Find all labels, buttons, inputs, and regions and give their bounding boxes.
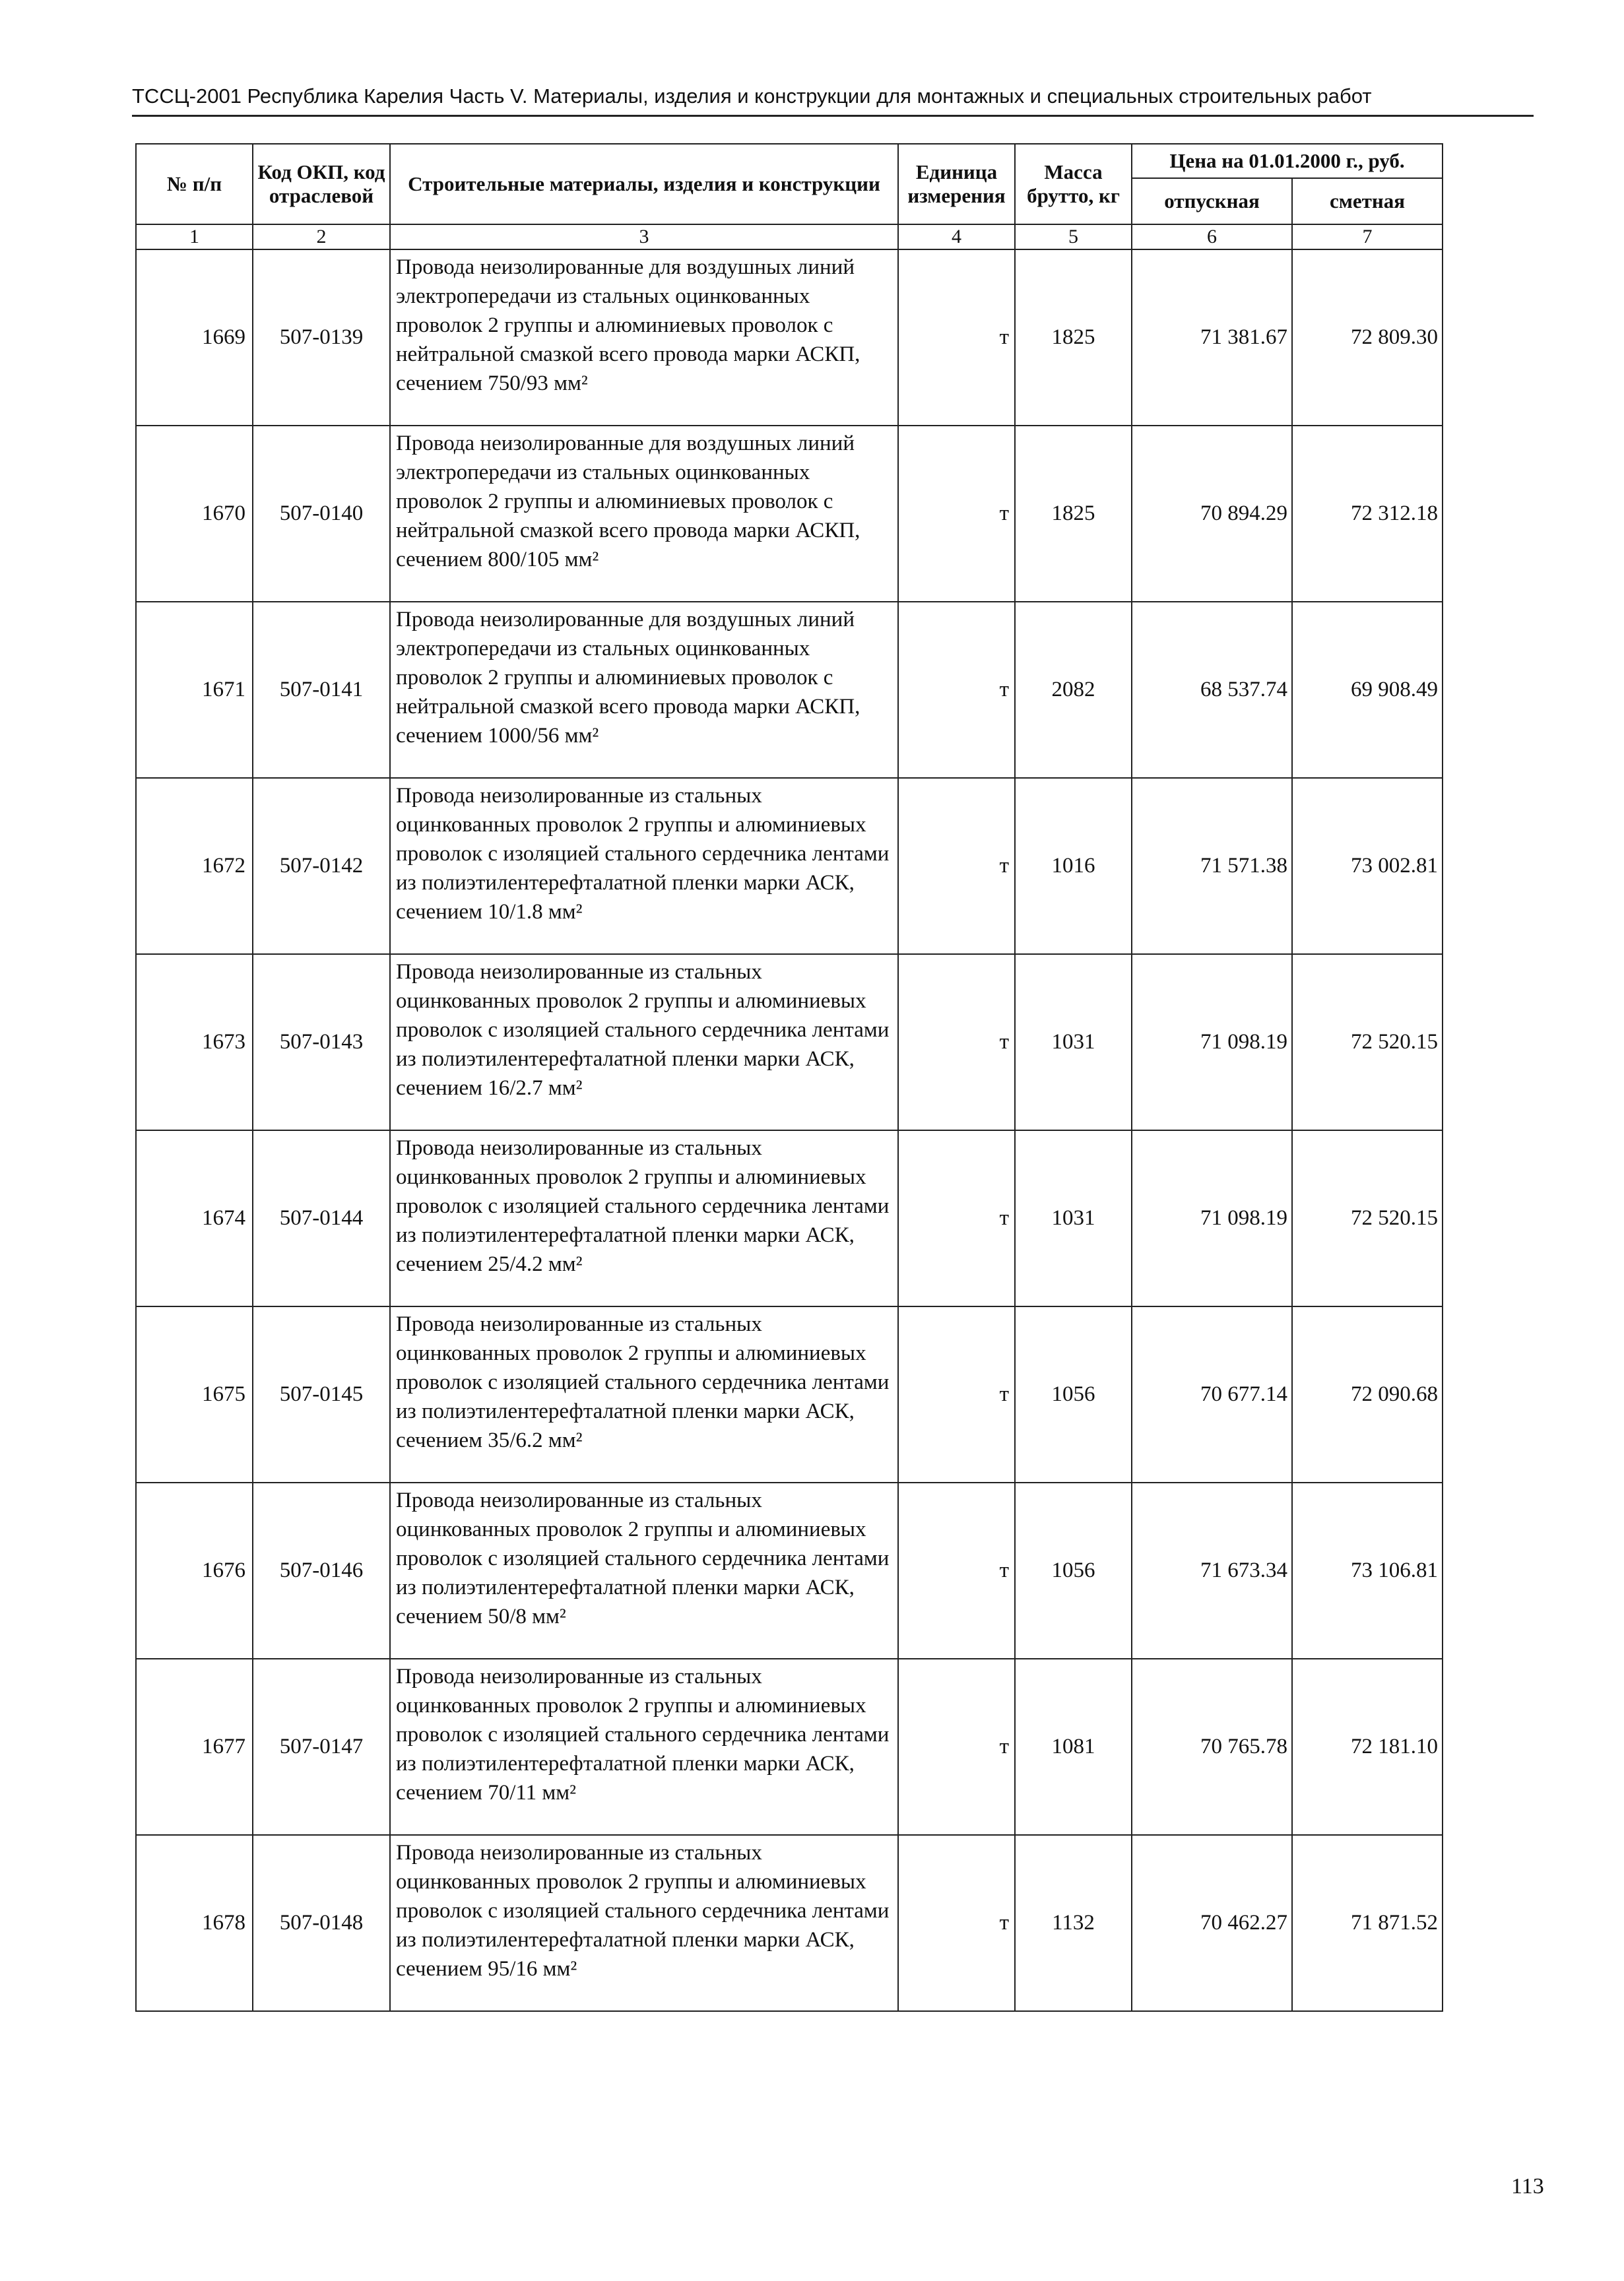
col-header-name: Строительные материалы, изделия и конструкции [390, 144, 898, 224]
table-row [136, 1306, 1443, 1483]
okp-code: 507-0143 [253, 954, 390, 1130]
table-row [136, 1130, 1443, 1306]
row-number: 1674 [136, 1130, 253, 1306]
unit-of-measure: т [898, 1835, 1015, 2011]
column-number: 7 [1292, 224, 1443, 249]
price-estimate: 72 090.68 [1292, 1306, 1443, 1483]
okp-code: 507-0148 [253, 1835, 390, 2011]
unit-of-measure: т [898, 1130, 1015, 1306]
materials-price-table [135, 143, 1443, 2012]
gross-mass: 1081 [1015, 1659, 1132, 1835]
price-release: 70 894.29 [1132, 426, 1292, 602]
gross-mass: 1031 [1015, 1130, 1132, 1306]
gross-mass: 2082 [1015, 602, 1132, 778]
gross-mass: 1132 [1015, 1835, 1132, 2011]
price-release: 71 571.38 [1132, 778, 1292, 954]
unit-of-measure: т [898, 602, 1015, 778]
price-release: 70 677.14 [1132, 1306, 1292, 1483]
material-description: Провода неизолированные из стальных оцинкованных проволок 2 группы и алюминиевых проволок с изоляцией стального сердечника лентами из полиэтилентерефталатной пленки марки АСК, сечением 10/1.8 мм² [390, 778, 898, 954]
table-row [136, 602, 1443, 778]
unit-of-measure: т [898, 1306, 1015, 1483]
unit-of-measure: т [898, 1483, 1015, 1659]
gross-mass: 1016 [1015, 778, 1132, 954]
gross-mass: 1825 [1015, 249, 1132, 426]
okp-code: 507-0146 [253, 1483, 390, 1659]
material-description: Провода неизолированные из стальных оцинкованных проволок 2 группы и алюминиевых проволок с изоляцией стального сердечника лентами из полиэтилентерефталатной пленки марки АСК, сечением 16/2.7 мм² [390, 954, 898, 1130]
col-header-price-group: Цена на 01.01.2000 г., руб. [1132, 144, 1443, 178]
table-row [136, 954, 1443, 1130]
column-number: 4 [898, 224, 1015, 249]
unit-of-measure: т [898, 954, 1015, 1130]
price-release: 70 462.27 [1132, 1835, 1292, 2011]
unit-of-measure: т [898, 778, 1015, 954]
col-header-num: № п/п [136, 144, 253, 224]
row-number: 1676 [136, 1483, 253, 1659]
unit-of-measure: т [898, 249, 1015, 426]
column-number: 3 [390, 224, 898, 249]
column-number-row [136, 224, 1443, 249]
column-number: 5 [1015, 224, 1132, 249]
material-description: Провода неизолированные из стальных оцинкованных проволок 2 группы и алюминиевых проволок с изоляцией стального сердечника лентами из полиэтилентерефталатной пленки марки АСК, сечением 50/8 мм² [390, 1483, 898, 1659]
table-row [136, 249, 1443, 426]
material-description: Провода неизолированные для воздушных линий электропередачи из стальных оцинкованных проволок 2 группы и алюминиевых проволок с нейтральной смазкой всего провода марки АСКП, сечением 750/93 мм² [390, 249, 898, 426]
column-number: 6 [1132, 224, 1292, 249]
okp-code: 507-0145 [253, 1306, 390, 1483]
material-description: Провода неизолированные для воздушных линий электропередачи из стальных оцинкованных проволок 2 группы и алюминиевых проволок с нейтральной смазкой всего провода марки АСКП, сечением 800/105 мм² [390, 426, 898, 602]
price-estimate: 72 181.10 [1292, 1659, 1443, 1835]
table-row [136, 1659, 1443, 1835]
price-release: 68 537.74 [1132, 602, 1292, 778]
price-estimate: 72 312.18 [1292, 426, 1443, 602]
okp-code: 507-0139 [253, 249, 390, 426]
okp-code: 507-0141 [253, 602, 390, 778]
column-number: 2 [253, 224, 390, 249]
row-number: 1673 [136, 954, 253, 1130]
price-release: 71 673.34 [1132, 1483, 1292, 1659]
row-number: 1678 [136, 1835, 253, 2011]
row-number: 1670 [136, 426, 253, 602]
row-number: 1675 [136, 1306, 253, 1483]
price-estimate: 71 871.52 [1292, 1835, 1443, 2011]
price-release: 71 098.19 [1132, 1130, 1292, 1306]
table-row [136, 778, 1443, 954]
price-release: 71 098.19 [1132, 954, 1292, 1130]
price-release: 71 381.67 [1132, 249, 1292, 426]
gross-mass: 1056 [1015, 1306, 1132, 1483]
price-release: 70 765.78 [1132, 1659, 1292, 1835]
material-description: Провода неизолированные для воздушных линий электропередачи из стальных оцинкованных проволок 2 группы и алюминиевых проволок с нейтральной смазкой всего провода марки АСКП, сечением 1000/56 мм² [390, 602, 898, 778]
row-number: 1669 [136, 249, 253, 426]
col-header-unit: Единица измерения [898, 144, 1015, 224]
okp-code: 507-0140 [253, 426, 390, 602]
table-row [136, 1835, 1443, 2011]
price-estimate: 72 809.30 [1292, 249, 1443, 426]
unit-of-measure: т [898, 426, 1015, 602]
unit-of-measure: т [898, 1659, 1015, 1835]
gross-mass: 1031 [1015, 954, 1132, 1130]
price-estimate: 69 908.49 [1292, 602, 1443, 778]
col-header-mass: Масса брутто, кг [1015, 144, 1132, 224]
column-number: 1 [136, 224, 253, 249]
price-estimate: 72 520.15 [1292, 954, 1443, 1130]
table-row [136, 1483, 1443, 1659]
okp-code: 507-0147 [253, 1659, 390, 1835]
row-number: 1671 [136, 602, 253, 778]
price-estimate: 72 520.15 [1292, 1130, 1443, 1306]
price-estimate: 73 002.81 [1292, 778, 1443, 954]
okp-code: 507-0144 [253, 1130, 390, 1306]
table-row [136, 426, 1443, 602]
gross-mass: 1056 [1015, 1483, 1132, 1659]
header-divider [132, 115, 1534, 117]
col-header-price-release: отпускная [1132, 178, 1292, 224]
okp-code: 507-0142 [253, 778, 390, 954]
price-estimate: 73 106.81 [1292, 1483, 1443, 1659]
col-header-price-estimate: сметная [1292, 178, 1443, 224]
material-description: Провода неизолированные из стальных оцинкованных проволок 2 группы и алюминиевых проволок с изоляцией стального сердечника лентами из полиэтилентерефталатной пленки марки АСК, сечением 95/16 мм² [390, 1835, 898, 2011]
gross-mass: 1825 [1015, 426, 1132, 602]
page-number: 113 [1511, 2174, 1544, 2199]
material-description: Провода неизолированные из стальных оцинкованных проволок 2 группы и алюминиевых проволок с изоляцией стального сердечника лентами из полиэтилентерефталатной пленки марки АСК, сечением 70/11 мм² [390, 1659, 898, 1835]
material-description: Провода неизолированные из стальных оцинкованных проволок 2 группы и алюминиевых проволок с изоляцией стального сердечника лентами из полиэтилентерефталатной пленки марки АСК, сечением 25/4.2 мм² [390, 1130, 898, 1306]
row-number: 1677 [136, 1659, 253, 1835]
material-description: Провода неизолированные из стальных оцинкованных проволок 2 группы и алюминиевых проволок с изоляцией стального сердечника лентами из полиэтилентерефталатной пленки марки АСК, сечением 35/6.2 мм² [390, 1306, 898, 1483]
col-header-code: Код ОКП, код отраслевой [253, 144, 390, 224]
page-header-title: ТССЦ-2001 Республика Карелия Часть V. Материалы, изделия и конструкции для монтажных и специальных строительных работ [132, 84, 1372, 108]
row-number: 1672 [136, 778, 253, 954]
